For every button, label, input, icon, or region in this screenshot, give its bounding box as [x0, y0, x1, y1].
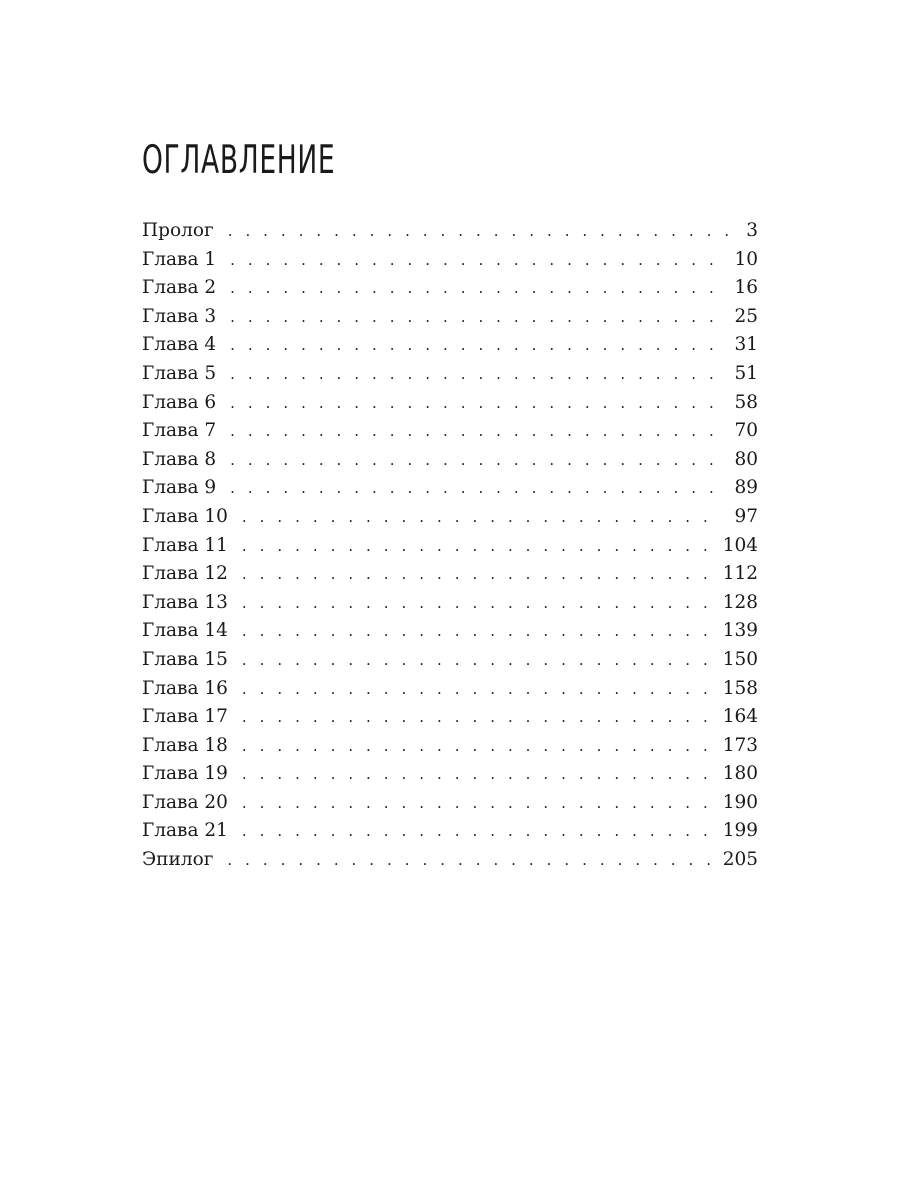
toc-entry-label: Глава 16: [142, 677, 228, 699]
dot-leader: [230, 360, 722, 389]
toc-entry-label: Глава 4: [142, 334, 217, 356]
toc-entry-page-number: 139: [722, 620, 758, 642]
dot-leader: [242, 532, 711, 561]
toc-entry-label: Глава 3: [142, 305, 217, 327]
toc-entry[interactable]: [142, 331, 758, 360]
toc-entry-page-number: 128: [722, 591, 758, 613]
page-title: ОГЛАВЛЕНИЕ: [142, 138, 336, 183]
toc-entry-label: Эпилог: [142, 849, 214, 871]
toc-entry-page-number: 3: [746, 220, 758, 241]
toc-entry[interactable]: [142, 760, 758, 789]
toc-entry[interactable]: [142, 446, 758, 475]
toc-entry-page-number: 25: [734, 305, 758, 327]
toc-entry[interactable]: [142, 703, 758, 732]
toc-entry-label: Глава 2: [142, 277, 217, 299]
toc-entry-page-number: 158: [722, 677, 758, 699]
toc-entry[interactable]: [142, 360, 758, 389]
toc-entry-label: Глава 15: [142, 648, 228, 670]
toc-entry[interactable]: [142, 389, 758, 418]
toc-entry-label: Глава 20: [142, 791, 228, 813]
toc-entry-page-number: 199: [722, 820, 758, 842]
toc-entry[interactable]: [142, 417, 758, 446]
dot-leader: [242, 675, 711, 704]
toc-entry-page-number: 16: [734, 277, 758, 299]
toc-entry-page-number: 180: [722, 763, 758, 785]
dot-leader: [230, 389, 722, 418]
toc-entry-page-number: 205: [722, 849, 758, 871]
dot-leader: [227, 846, 710, 875]
toc-entry[interactable]: [142, 246, 758, 275]
toc-entry-page-number: 89: [734, 477, 758, 499]
toc-entry[interactable]: [142, 532, 758, 561]
toc-entry-page-number: 58: [734, 391, 758, 413]
toc-entry-label: Глава 19: [142, 763, 228, 785]
toc-entry-page-number: 31: [734, 334, 758, 356]
dot-leader: [242, 503, 723, 532]
toc-entry[interactable]: [142, 617, 758, 646]
dot-leader: [230, 417, 722, 446]
dot-leader: [242, 560, 711, 589]
dot-leader: [242, 732, 711, 761]
toc-entry-page-number: 150: [722, 648, 758, 670]
toc-entry[interactable]: [142, 274, 758, 303]
toc-entry[interactable]: [142, 646, 758, 675]
dot-leader: [242, 703, 711, 732]
toc-entry-page-number: 190: [722, 791, 758, 813]
toc-entry-page-number: 51: [734, 362, 758, 384]
toc-entry-page-number: 173: [722, 734, 758, 756]
toc-entry-page-number: 97: [734, 505, 758, 527]
toc-entry-label: Глава 5: [142, 362, 217, 384]
dot-leader: [230, 474, 722, 503]
dot-leader: [242, 760, 711, 789]
toc-entry-page-number: 104: [722, 534, 758, 556]
toc-entry[interactable]: [142, 789, 758, 818]
table-of-contents: [142, 217, 758, 875]
toc-entry-page-number: 112: [722, 563, 758, 585]
toc-entry[interactable]: [142, 560, 758, 589]
toc-entry-label: Глава 8: [142, 448, 217, 470]
toc-entry[interactable]: [142, 474, 758, 503]
toc-entry-label: Глава 6: [142, 391, 217, 413]
toc-entry[interactable]: [142, 217, 758, 246]
dot-leader: [230, 246, 722, 275]
toc-entry-label: Глава 21: [142, 820, 228, 842]
dot-leader: [230, 274, 722, 303]
toc-entry-label: Глава 17: [142, 706, 228, 728]
toc-entry-label: Глава 18: [142, 734, 228, 756]
toc-entry-label: Глава 9: [142, 477, 217, 499]
dot-leader: [230, 446, 722, 475]
toc-entry[interactable]: [142, 589, 758, 618]
toc-entry-label: Глава 12: [142, 563, 228, 585]
toc-entry-label: Глава 11: [142, 534, 228, 556]
toc-entry-label: Пролог: [142, 220, 214, 241]
toc-entry-label: Глава 10: [142, 505, 228, 527]
dot-leader: [242, 617, 711, 646]
toc-entry[interactable]: [142, 303, 758, 332]
toc-entry-page-number: 70: [734, 420, 758, 442]
dot-leader: [242, 789, 711, 818]
toc-entry[interactable]: [142, 817, 758, 846]
toc-entry[interactable]: [142, 503, 758, 532]
toc-entry-label: Глава 1: [142, 248, 217, 270]
dot-leader: [230, 331, 722, 360]
toc-entry-page-number: 80: [734, 448, 758, 470]
toc-entry-label: Глава 14: [142, 620, 228, 642]
dot-leader: [228, 217, 735, 246]
toc-entry-page-number: 10: [734, 248, 758, 270]
toc-entry-label: Глава 13: [142, 591, 228, 613]
toc-entry[interactable]: [142, 846, 758, 875]
dot-leader: [242, 817, 711, 846]
toc-entry[interactable]: [142, 732, 758, 761]
dot-leader: [230, 303, 722, 332]
toc-entry-page-number: 164: [722, 706, 758, 728]
toc-entry[interactable]: [142, 675, 758, 704]
dot-leader: [242, 589, 711, 618]
dot-leader: [242, 646, 711, 675]
toc-entry-label: Глава 7: [142, 420, 217, 442]
